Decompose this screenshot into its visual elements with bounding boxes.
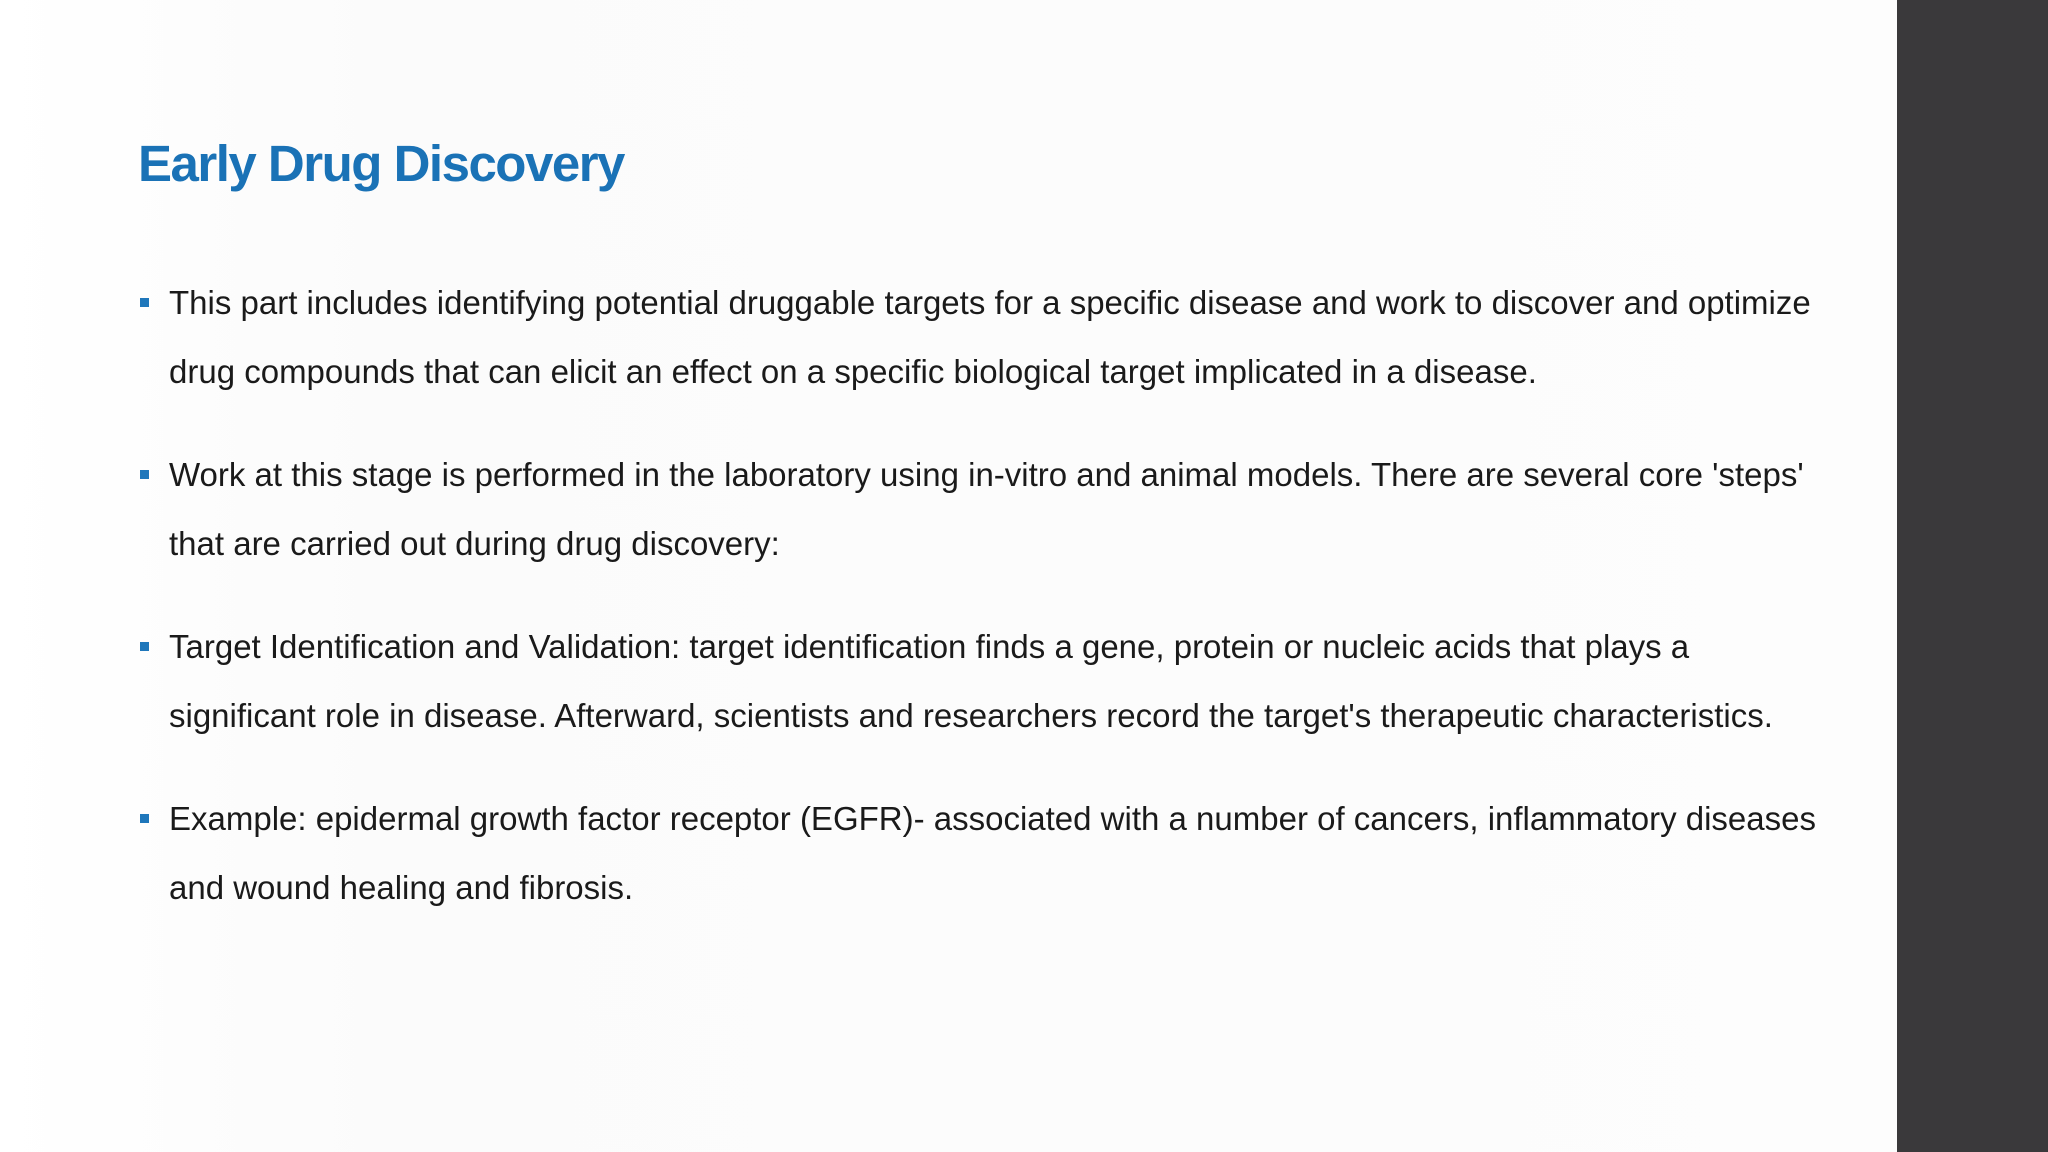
bullet-item [138,612,1838,750]
square-bullet-icon [140,298,149,307]
bullet-text: Target Identification and Validation: target identification finds a gene, protein or nucleic acids that plays a significant role in disease. Afterward, scientists and researchers record the target's therapeutic characteristics. [169,628,1773,734]
side-bar-decoration [1897,0,2048,1152]
square-bullet-icon [140,470,149,479]
bullet-text: Example: epidermal growth factor receptor (EGFR)- associated with a number of cancers, inflammatory diseases and wound healing and fibrosis. [169,800,1816,906]
square-bullet-icon [140,642,149,651]
bullet-item [138,440,1838,578]
bullet-list [138,268,1838,956]
square-bullet-icon [140,814,149,823]
bullet-item [138,268,1838,406]
bullet-text: This part includes identifying potential druggable targets for a specific disease and work to discover and optimize drug compounds that can elicit an effect on a specific biological target implicated in a disease. [169,284,1811,390]
bullet-item [138,784,1838,922]
slide-title: Early Drug Discovery [138,135,624,192]
bullet-text: Work at this stage is performed in the laboratory using in-vitro and animal models. There are several core 'steps' that are carried out during drug discovery: [169,456,1804,562]
